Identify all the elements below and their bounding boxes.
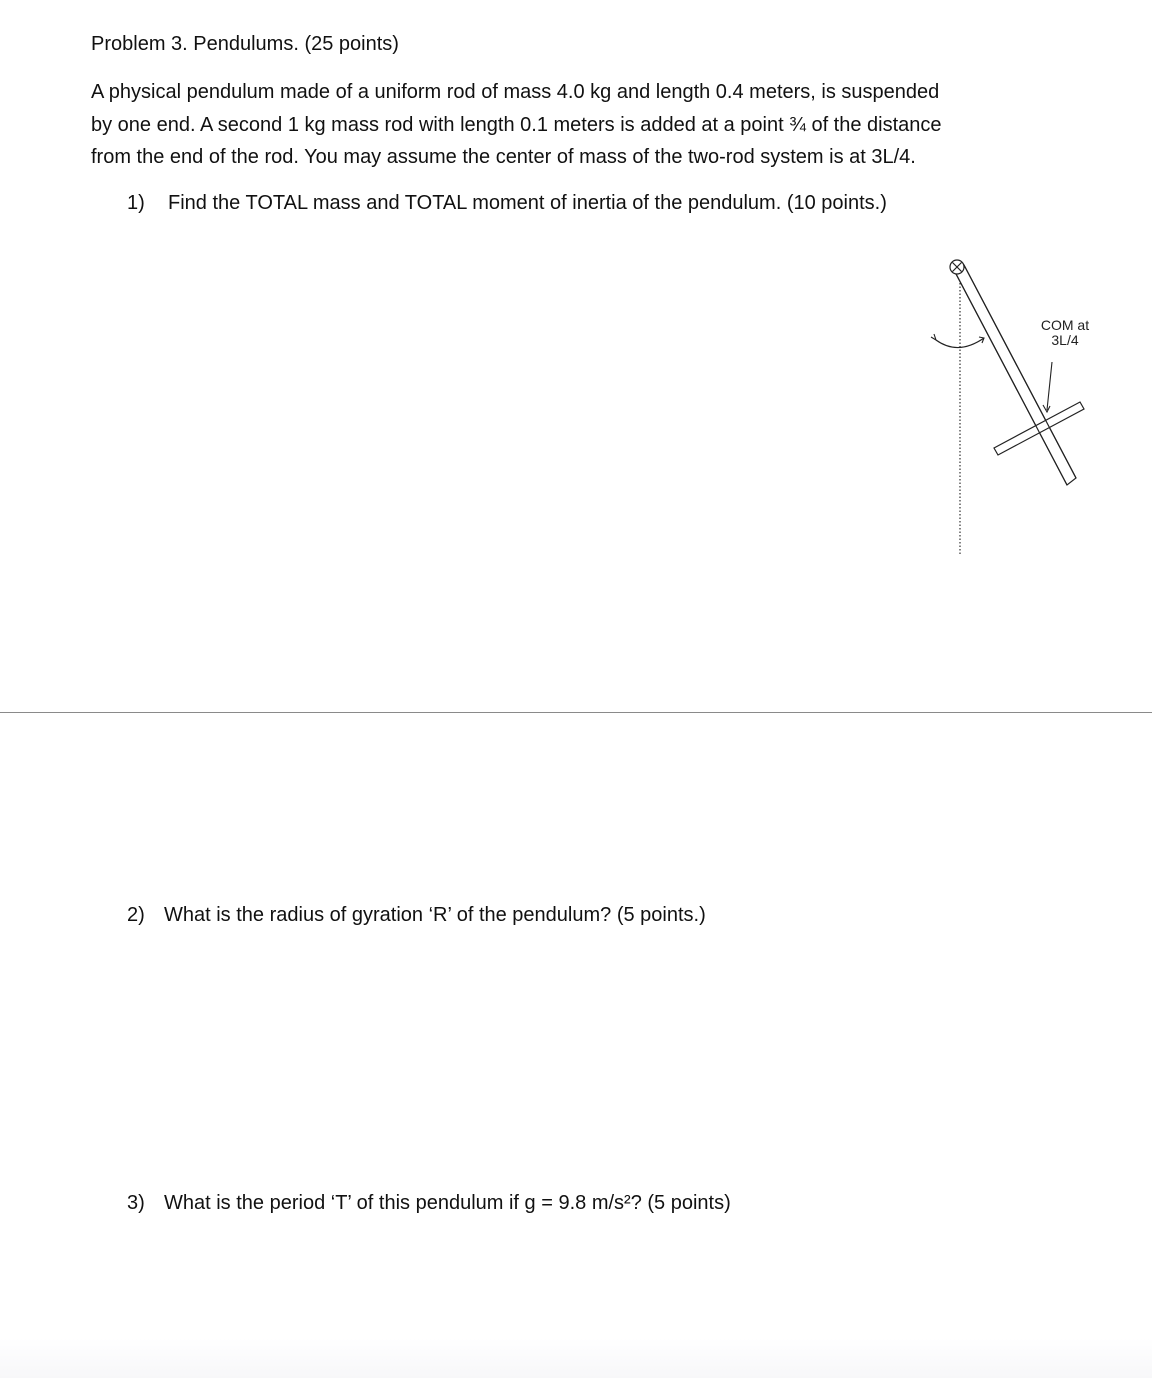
statement-line: by one end. A second 1 kg mass rod with length 0.1 meters is added at a point ¾ of the distance (91, 113, 942, 136)
curved-double-arrow-icon (931, 334, 984, 348)
com-pointer-arrow (1043, 362, 1052, 412)
problem-statement (91, 76, 1051, 174)
com-label-line: 3L/4 (1051, 332, 1079, 348)
question-3 (127, 1189, 731, 1217)
question-text: What is the radius of gyration ‘R’ of the pendulum? (5 points.) (164, 904, 706, 926)
com-label (1030, 318, 1100, 348)
circled-x-pivot-icon (950, 260, 964, 274)
main-rod (955, 265, 1076, 485)
statement-line: A physical pendulum made of a uniform rod of mass 4.0 kg and length 0.4 meters, is suspended (91, 81, 940, 103)
question-1 (127, 189, 887, 217)
problem-title: Problem 3. Pendulums. (25 points) (91, 33, 399, 55)
statement-line: from the end of the rod. You may assume the center of mass of the two-rod system is at 3L/4. (91, 146, 916, 168)
question-text: Find the TOTAL mass and TOTAL moment of inertia of the pendulum. (10 points.) (168, 192, 887, 214)
question-number: 3) (127, 1192, 145, 1214)
pendulum-diagram (900, 250, 1130, 570)
page-divider (0, 712, 1152, 713)
question-2 (127, 901, 706, 929)
page-bottom-edge (0, 1338, 1152, 1378)
com-label-line: COM at (1040, 317, 1090, 333)
question-number: 2) (127, 904, 145, 926)
question-number: 1) (127, 192, 145, 214)
question-text: What is the period ‘T’ of this pendulum if g = 9.8 m/s²? (5 points) (164, 1192, 731, 1214)
